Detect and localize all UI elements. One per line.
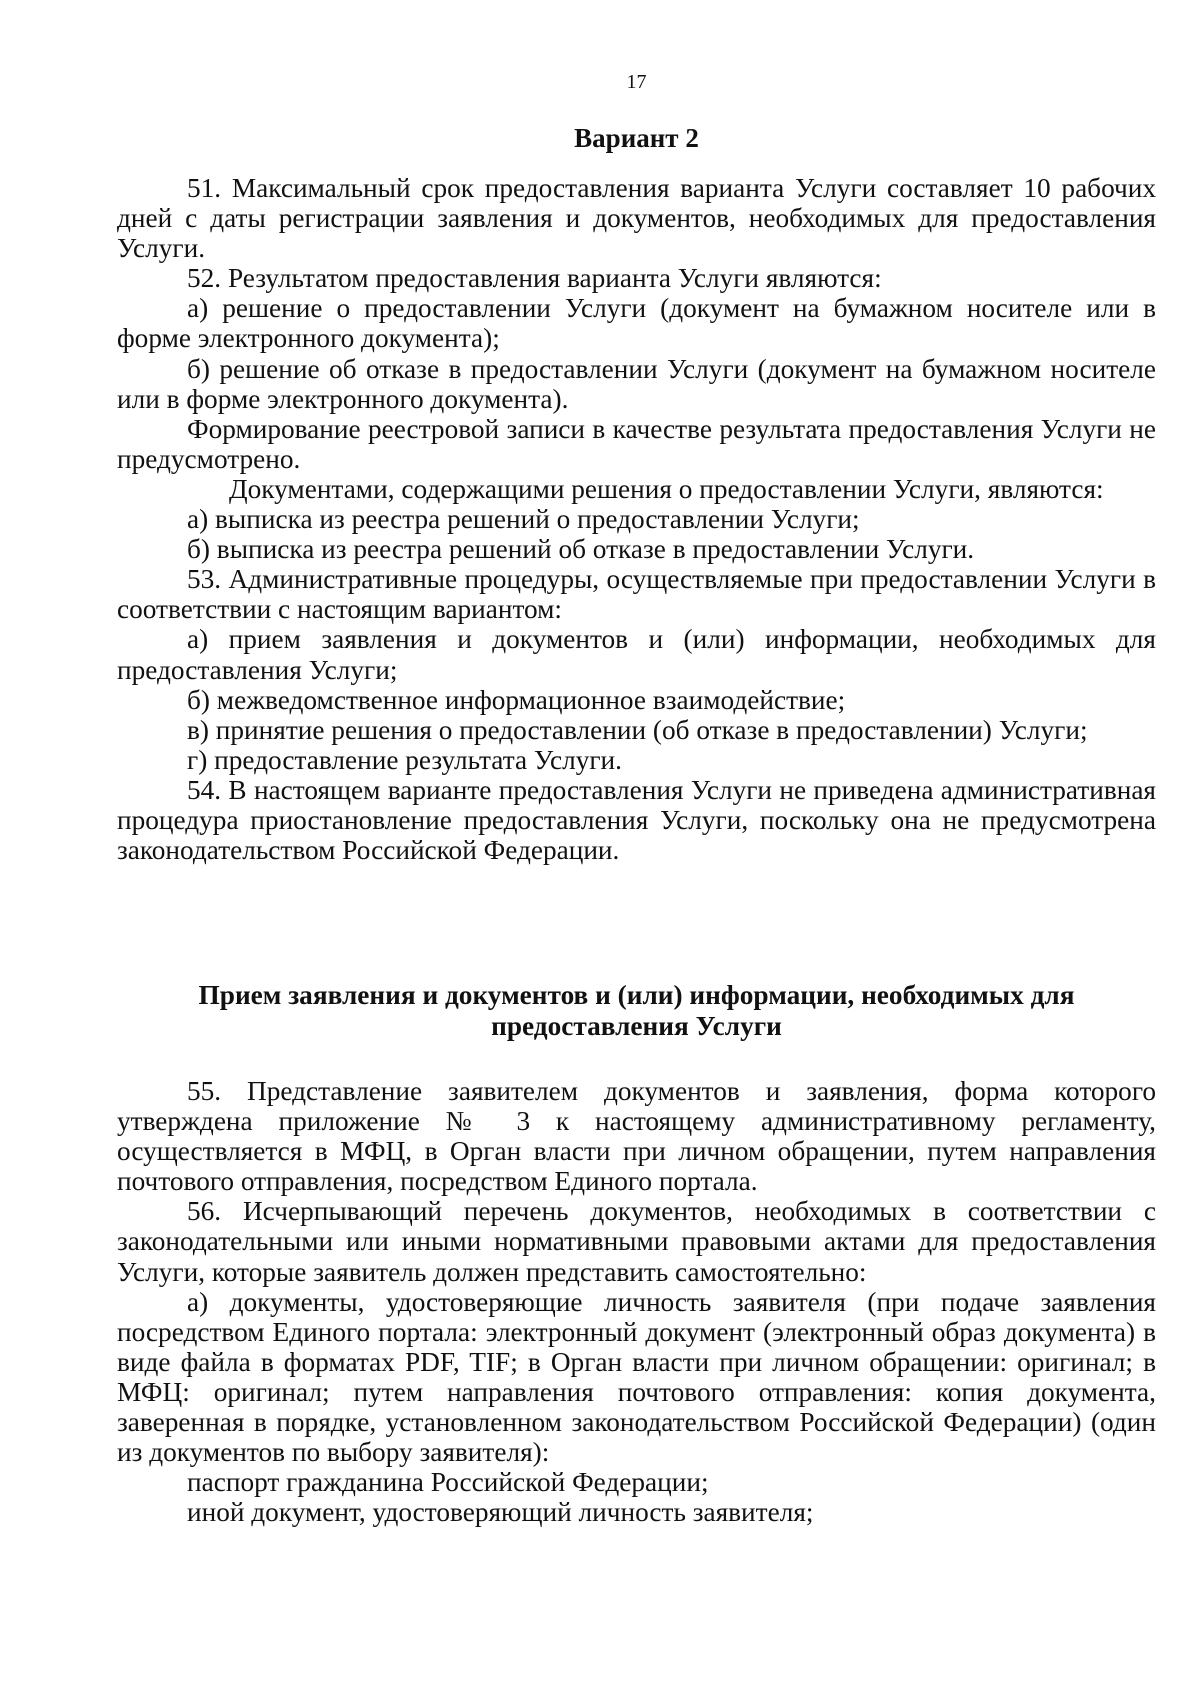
- paragraph-52: 52. Результатом предоставления варианта Услуги являются:: [187, 263, 882, 294]
- paragraph-56: 56. Исчерпывающий перечень документов, необходимых в соответствии с законодательными или иными нормативными правовыми актами для предоставления Услуги, которые заявитель должен представить самостоятельно:: [117, 1196, 1156, 1287]
- section2-body: [117, 1076, 1156, 1527]
- section-heading-reception: [117, 980, 1156, 1042]
- section1-body: [117, 173, 1156, 865]
- paragraph-doc-b: б) выписка из реестра решений об отказе в предоставлении Услуги.: [187, 534, 975, 565]
- paragraph-56a: а) документы, удостоверяющие личность заявителя (при подаче заявления посредством Единого портала: электронный документ (электронный образ документа) в виде файла в форматах PDF, TIF; в Орган власти при личном обращении: оригинал; в МФЦ: оригинал; путем направления почтового отправления: копия документа, заверенная в порядке, установленном законодательством Российской Федерации) (один из документов по выбору заявителя):: [117, 1286, 1156, 1468]
- paragraph-53v: в) принятие решения о предоставлении (об отказе в предоставлении) Услуги;: [187, 714, 1088, 745]
- page-number: 17: [626, 71, 647, 93]
- paragraph-55: 55. Представление заявителем документов и заявления, форма которого утверждена приложение № 3 к настоящему административному регламенту, осуществляется в МФЦ, в Орган власти при личном обращении, путем направления почтового отправления, посредством Единого портала.: [117, 1076, 1156, 1197]
- paragraph-passport: паспорт гражданина Российской Федерации;: [187, 1467, 709, 1498]
- paragraph-54: 54. В настоящем варианте предоставления Услуги не приведена административная процедура приостановление предоставления Услуги, поскольку она не предусмотрена законодательством Российской Федерации.: [117, 774, 1156, 866]
- paragraph-53a: а) прием заявления и документов и (или) информации, необходимых для предоставления Услуги;: [117, 624, 1156, 685]
- paragraph-53b: б) межведомственное информационное взаимодействие;: [187, 684, 846, 715]
- section-heading-reception-line1: Прием заявления и документов и (или) информации, необходимых для: [198, 980, 1075, 1010]
- paragraph-51: 51. Максимальный срок предоставления варианта Услуги составляет 10 рабочих дней с даты регистрации заявления и документов, необходимых для предоставления Услуги.: [117, 173, 1156, 264]
- section-heading-variant: Вариант 2: [574, 123, 699, 153]
- paragraph-documents: Документами, содержащими решения о предоставлении Услуги, являются:: [229, 473, 1104, 504]
- paragraph-53g: г) предоставление результата Услуги.: [187, 744, 622, 775]
- paragraph-52b: б) решение об отказе в предоставлении Услуги (документ на бумажном носителе или в форме электронного документа).: [117, 353, 1156, 414]
- paragraph-registry: Формирование реестровой записи в качестве результата предоставления Услуги не предусмотрено.: [117, 413, 1156, 474]
- paragraph-other-id: иной документ, удостоверяющий личность заявителя;: [187, 1497, 814, 1528]
- paragraph-53: 53. Административные процедуры, осуществляемые при предоставлении Услуги в соответствии с настоящим вариантом:: [117, 564, 1156, 625]
- paragraph-doc-a: а) выписка из реестра решений о предоставлении Услуги;: [187, 504, 860, 535]
- section-heading-reception-line2: предоставления Услуги: [491, 1011, 782, 1041]
- paragraph-52a: а) решение о предоставлении Услуги (документ на бумажном носителе или в форме электронного документа);: [117, 293, 1156, 354]
